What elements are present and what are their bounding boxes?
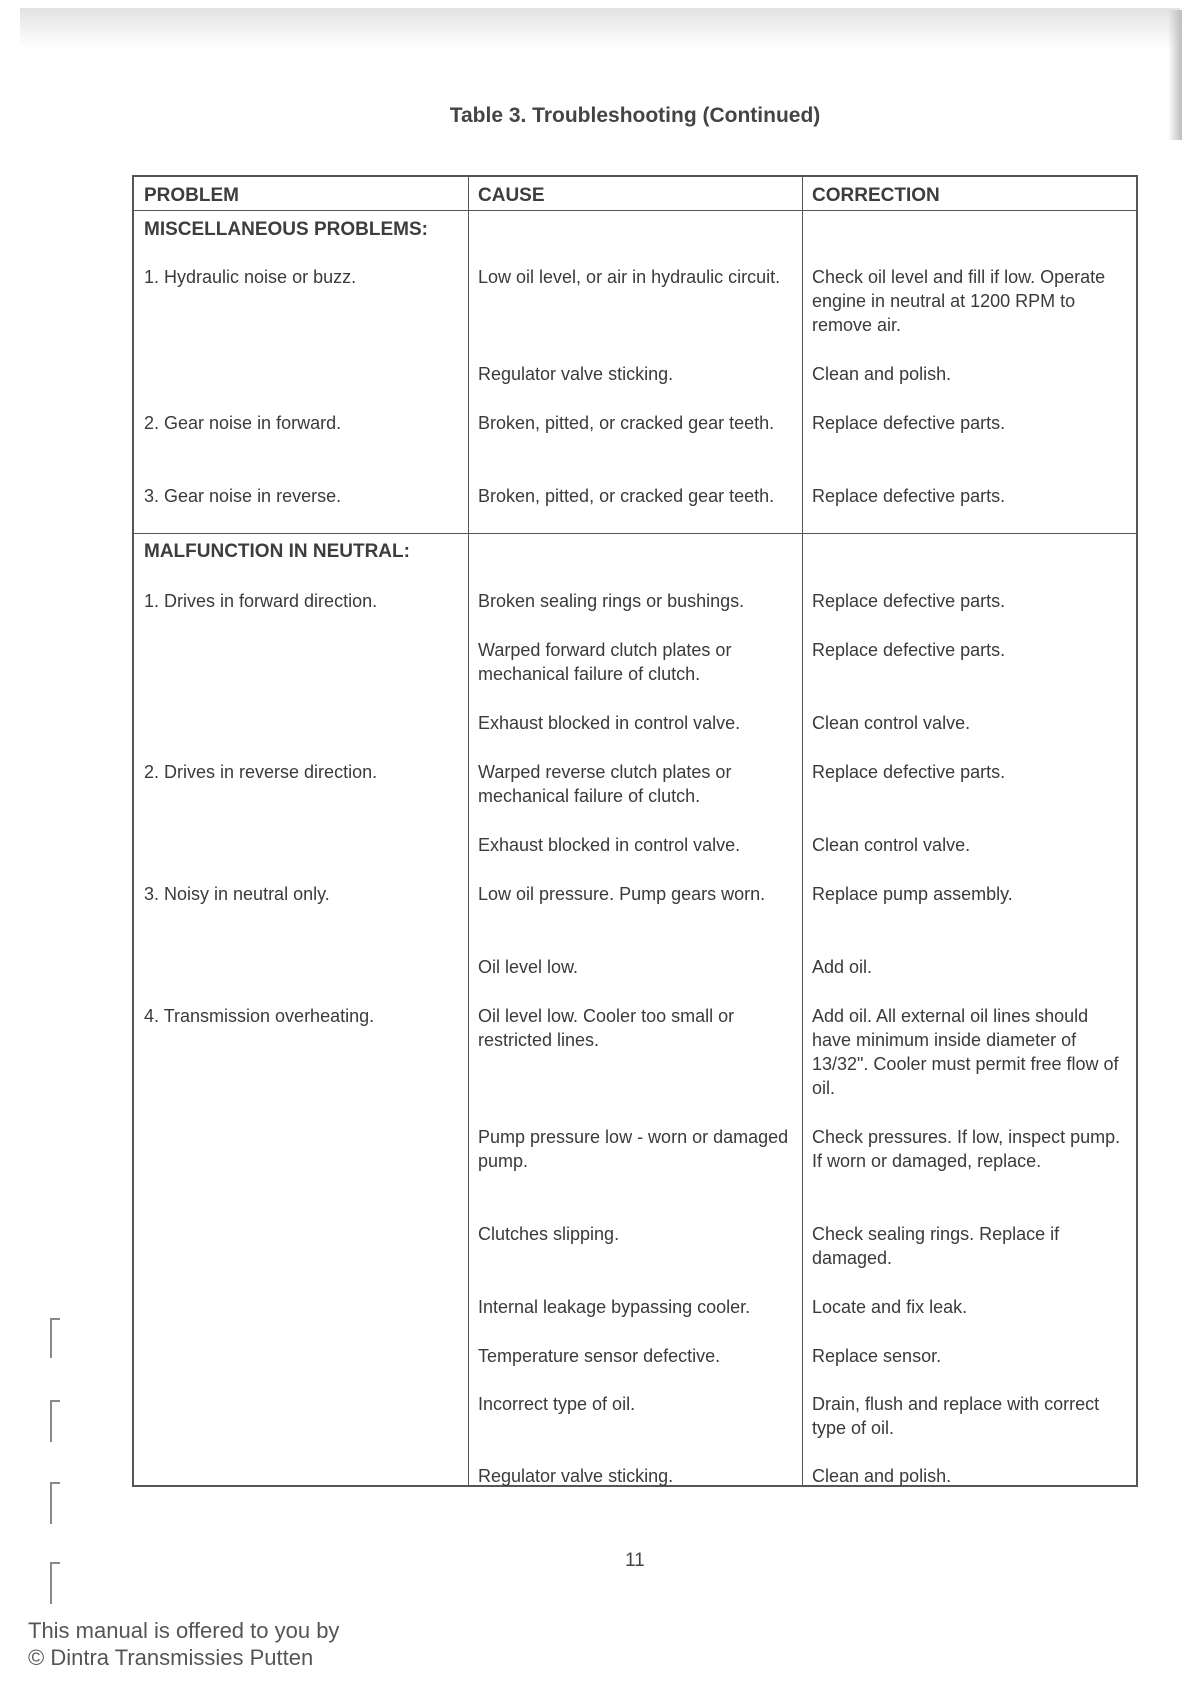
column-divider (468, 177, 469, 1485)
correction-cell: Check sealing rings. Replace if damaged. (812, 1224, 1060, 1268)
table-title: Table 3. Troubleshooting (Continued) (449, 104, 821, 127)
troubleshooting-table (132, 175, 1138, 1487)
correction-cell: Replace defective parts. (812, 486, 1006, 506)
section-heading: MISCELLANEOUS PROBLEMS: (144, 219, 428, 240)
cause-cell: Oil level low. Cooler too small or restricted lines. (478, 1006, 735, 1050)
header-problem: PROBLEM (144, 185, 239, 206)
problem-cell: 1. Drives in forward direction. (144, 591, 378, 611)
correction-cell: Replace pump assembly. (812, 884, 1013, 904)
cause-cell: Oil level low. (478, 957, 579, 977)
problem-cell: 2. Gear noise in forward. (144, 413, 342, 433)
correction-cell: Add oil. All external oil lines should have minimum inside diameter of 13/32". Cooler must permit free flow of oil. (812, 1006, 1119, 1098)
binding-mark (50, 1482, 60, 1524)
header-divider (134, 210, 1136, 211)
cause-cell: Regulator valve sticking. (478, 364, 674, 384)
section-heading: MALFUNCTION IN NEUTRAL: (144, 541, 410, 562)
cause-cell: Warped forward clutch plates or mechanical failure of clutch. (478, 640, 732, 684)
footer-line: © Dintra Transmissies Putten (28, 1645, 314, 1670)
header-cause: CAUSE (478, 185, 545, 206)
section-divider (134, 533, 1136, 534)
cause-cell: Internal leakage bypassing cooler. (478, 1297, 751, 1317)
cause-cell: Clutches slipping. (478, 1224, 620, 1244)
cause-cell: Pump pressure low - worn or damaged pump. (478, 1127, 789, 1171)
binding-mark (50, 1400, 60, 1442)
correction-cell: Drain, flush and replace with correct type of oil. (812, 1394, 1100, 1438)
problem-cell: 3. Noisy in neutral only. (144, 884, 330, 904)
cause-cell: Incorrect type of oil. (478, 1394, 636, 1414)
correction-cell: Replace sensor. (812, 1346, 942, 1366)
cause-cell: Warped reverse clutch plates or mechanical failure of clutch. (478, 762, 732, 806)
correction-cell: Clean and polish. (812, 364, 952, 384)
correction-cell: Check oil level and fill if low. Operate engine in neutral at 1200 RPM to remove air. (812, 267, 1106, 335)
binding-mark (50, 1318, 60, 1358)
problem-cell: 1. Hydraulic noise or buzz. (144, 267, 357, 287)
column-divider (802, 177, 803, 1485)
correction-cell: Replace defective parts. (812, 591, 1006, 611)
correction-cell: Replace defective parts. (812, 762, 1006, 782)
cause-cell: Exhaust blocked in control valve. (478, 713, 741, 733)
cause-cell: Broken sealing rings or bushings. (478, 591, 745, 611)
cause-cell: Regulator valve sticking. (478, 1466, 674, 1486)
binding-mark (50, 1562, 60, 1604)
cause-cell: Exhaust blocked in control valve. (478, 835, 741, 855)
correction-cell: Clean control valve. (812, 835, 971, 855)
footer-line: This manual is offered to you by (28, 1618, 340, 1643)
problem-cell: 2. Drives in reverse direction. (144, 762, 378, 782)
page-number: 11 (625, 1550, 645, 1571)
correction-cell: Add oil. (812, 957, 873, 977)
correction-cell: Replace defective parts. (812, 640, 1006, 660)
problem-cell: 4. Transmission overheating. (144, 1006, 375, 1026)
page-top-shadow (20, 8, 1180, 48)
correction-cell: Clean and polish. (812, 1466, 952, 1486)
cause-cell: Low oil level, or air in hydraulic circuit. (478, 267, 781, 287)
cause-cell: Low oil pressure. Pump gears worn. (478, 884, 766, 904)
correction-cell: Locate and fix leak. (812, 1297, 968, 1317)
cause-cell: Broken, pitted, or cracked gear teeth. (478, 486, 775, 506)
cause-cell: Broken, pitted, or cracked gear teeth. (478, 413, 775, 433)
problem-cell: 3. Gear noise in reverse. (144, 486, 342, 506)
cause-cell: Temperature sensor defective. (478, 1346, 721, 1366)
footer-credit (28, 1617, 339, 1671)
header-correction: CORRECTION (812, 185, 940, 206)
correction-cell: Check pressures. If low, inspect pump. If worn or damaged, replace. (812, 1127, 1121, 1171)
correction-cell: Replace defective parts. (812, 413, 1006, 433)
correction-cell: Clean control valve. (812, 713, 971, 733)
